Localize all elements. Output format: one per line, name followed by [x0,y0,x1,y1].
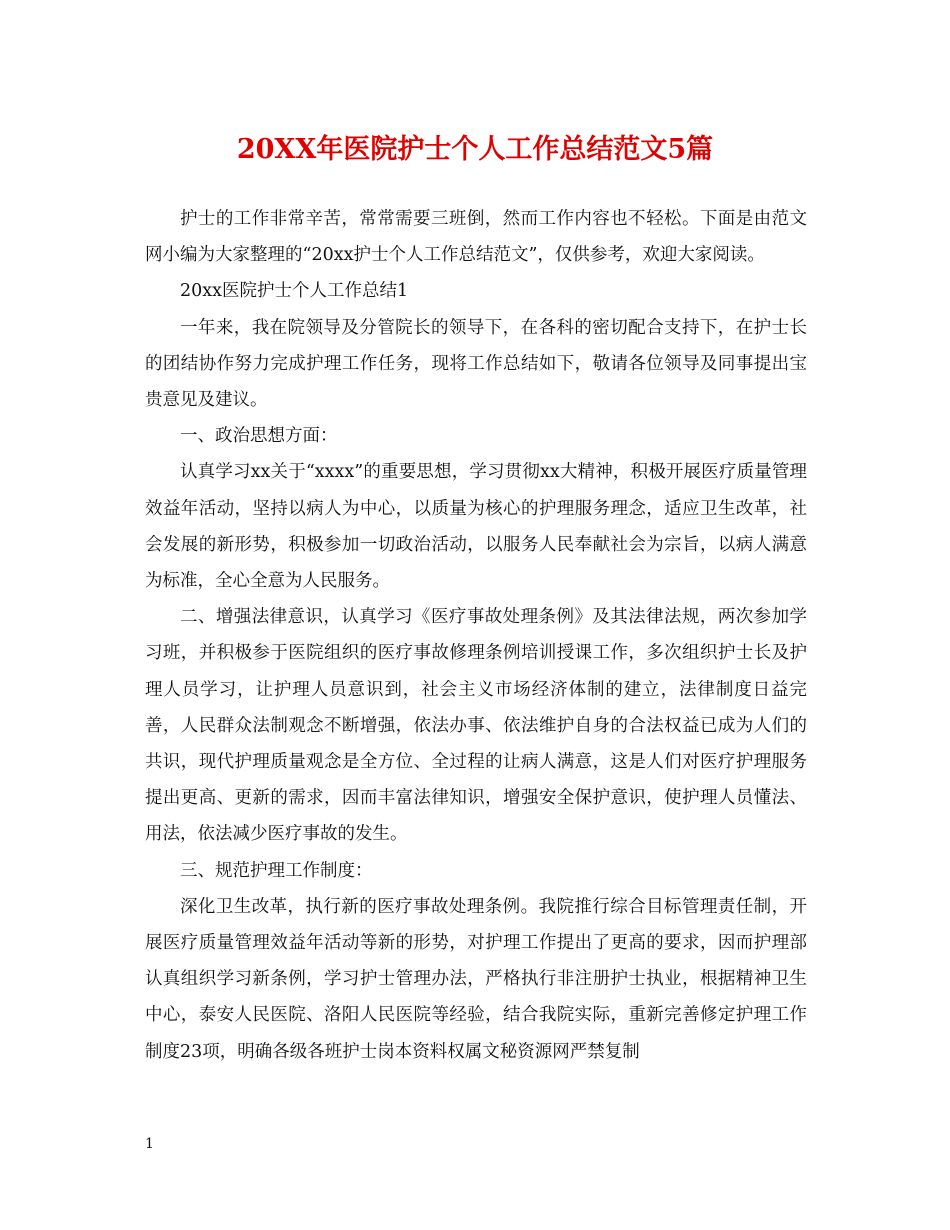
paragraph-law: 二、增强法律意识，认真学习《医疗事故处理条例》及其法律法规，两次参加学习班，并积极参于医院组织的医疗事故修理条例培训授课工作，多次组织护士长及护理人员学习，让护理人员意识到，社会主义市场经济体制的建立，法律制度日益完善，人民群众法制观念不断增强，依法办事、依法维护自身的合法权益已成为人们的共识，现代护理质量观念是全方位、全过程的让病人满意，这是人们对医疗护理服务提出更高、更新的需求，因而丰富法律知识，增强安全保护意识，使护理人员懂法、用法，依法减少医疗事故的发生。 [145,607,807,845]
paragraph-intro: 护士的工作非常辛苦，常常需要三班倒，然而工作内容也不轻松。下面是由范文网小编为大家整理的“20xx护士个人工作总结范文”，仅供参考，欢迎大家阅读。 [145,209,807,266]
paragraph-heading-rules: 三、规范护理工作制度： [180,860,373,881]
paragraph-section-heading: 20xx医院护士个人工作总结1 [180,281,409,302]
paragraph-rules: 深化卫生改革，执行新的医疗事故处理条例。我院推行综合目标管理责任制，开展医疗质量管理效益年活动等新的形势，对护理工作提出了更高的要求，因而护理部认真组织学习新条例，学习护士管理办法，严格执行非注册护士执业，根据精神卫生中心，泰安人民医院、洛阳人民医院等经验，结合我院实际，重新完善修定护理工作制度23项，明确各级各班护士岗本资料权属文秘资源网严禁复制 [145,896,807,1062]
paragraph-politics: 认真学习xx关于“xxxx”的重要思想，学习贯彻xx大精神，积极开展医疗质量管理效益年活动，坚持以病人为中心，以质量为核心的护理服务理念，适应卫生改革，社会发展的新形势，积极参加一切政治活动，以服务人民奉献社会为宗旨，以病人满意为标准，全心全意为人民服务。 [145,462,807,592]
paragraph-overview: 一年来，我在院领导及分管院长的领导下，在各科的密切配合支持下，在护士长的团结协作努力完成护理工作任务，现将工作总结如下，敬请各位领导及同事提出宝贵意见及建议。 [145,317,807,411]
document-body [145,201,807,1070]
page-number: 1 [145,1136,154,1152]
paragraph-heading-politics: 一、政治思想方面： [180,426,338,447]
document-title: 20XX年医院护士个人工作总结范文5篇 [236,134,714,165]
